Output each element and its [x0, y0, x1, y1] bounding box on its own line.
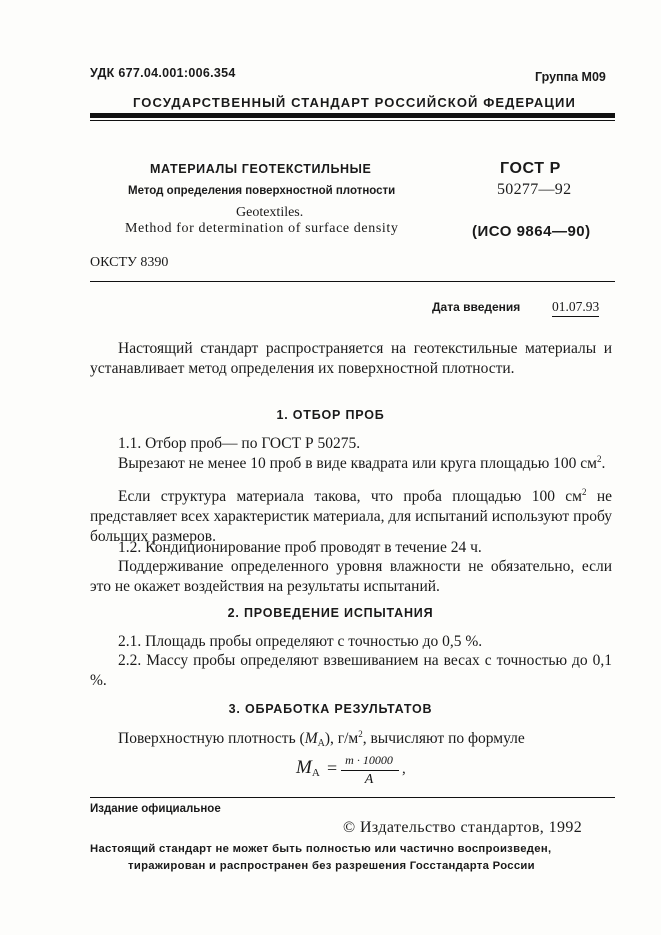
intro-date-label: Дата введения — [432, 300, 521, 314]
section-1-p5: Поддерживание определенного уровня влажности не обязательно, если это не окажет воздействия на результаты испытаний. — [90, 558, 612, 595]
section-3-heading: 3. ОБРАБОТКА РЕЗУЛЬТАТОВ — [228, 702, 433, 716]
formula-lhs: $M_A$ — [296, 757, 320, 779]
intro-date-value: 01.07.93 — [552, 299, 599, 317]
title-rule — [90, 281, 615, 282]
reproduction-notice-line-2: тиражирован и распространен без разрешения Госстандарта России — [128, 860, 535, 872]
formula-comma: , — [402, 761, 406, 777]
header-rule-thin — [90, 120, 615, 121]
section-3-p1: Поверхностную плотность $(M_A)$, $г/м^2$, вычисляют по формуле — [118, 729, 525, 749]
intro-paragraph: Настоящий стандарт распространяется на геотекстильные материалы и устанавливает метод определения их поверхностной плотности. — [90, 340, 612, 377]
section-1-p4: 1.2. Кондиционирование проб проводят в течение 24 ч. — [118, 539, 482, 556]
official-edition: Издание официальное — [90, 803, 221, 815]
section-1-heading: 1. ОТБОР ПРОБ — [276, 408, 385, 422]
standard-name-ru: МАТЕРИАЛЫ ГЕОТЕКСТИЛЬНЫЕ — [150, 162, 372, 176]
section-1-p3: Если структура материала такова, что проба площадью 100 $см^2$ не представляет всех характеристик материала, для испытаний используют пробу больших размеров. — [90, 487, 612, 545]
standard-subtitle-ru: Метод определения поверхностной плотности — [128, 185, 396, 197]
gost-number: 50277—92 — [497, 181, 572, 198]
footer-rule — [90, 797, 615, 798]
state-standard-title: ГОСУДАРСТВЕННЫЙ СТАНДАРТ РОССИЙСКОЙ ФЕДЕРАЦИИ — [133, 95, 576, 110]
udk-code: УДК 677.04.001:006.354 — [90, 66, 236, 80]
section-1-p1: 1.1. Отбор проб— по ГОСТ Р 50275. — [118, 435, 361, 452]
formula-equals: = — [327, 758, 338, 778]
section-2-p2: 2.2. Массу пробы определяют взвешиванием на весах с точностью до 0,1 %. — [90, 652, 612, 689]
group-code: Группа М09 — [535, 70, 606, 84]
formula-denominator: A — [364, 772, 374, 787]
iso-reference: (ИСО 9864—90) — [472, 223, 591, 240]
section-1-p2: Вырезают не менее 10 проб в виде квадрата или круга площадью 100 $см^2$. — [118, 454, 606, 472]
section-2-heading: 2. ПРОВЕДЕНИЕ ИСПЫТАНИЯ — [227, 606, 434, 620]
reproduction-notice-line-1: Настоящий стандарт не может быть полностью или частично воспроизведен, — [90, 843, 552, 855]
formula-numerator: m · 10000 — [345, 753, 393, 767]
section-2-p1: 2.1. Площадь пробы определяют с точностью до 0,5 %. — [118, 633, 483, 650]
gost-label: ГОСТ Р — [500, 160, 561, 177]
standard-subtitle-en: Method for determination of surface density — [125, 221, 399, 236]
header-rule-thick — [90, 113, 615, 118]
copyright: © Издательство стандартов, 1992 — [343, 819, 583, 836]
formula-fraction-bar — [341, 770, 399, 771]
okstu-code: ОКСТУ 8390 — [90, 255, 169, 270]
standard-name-en: Geotextiles. — [236, 205, 304, 220]
